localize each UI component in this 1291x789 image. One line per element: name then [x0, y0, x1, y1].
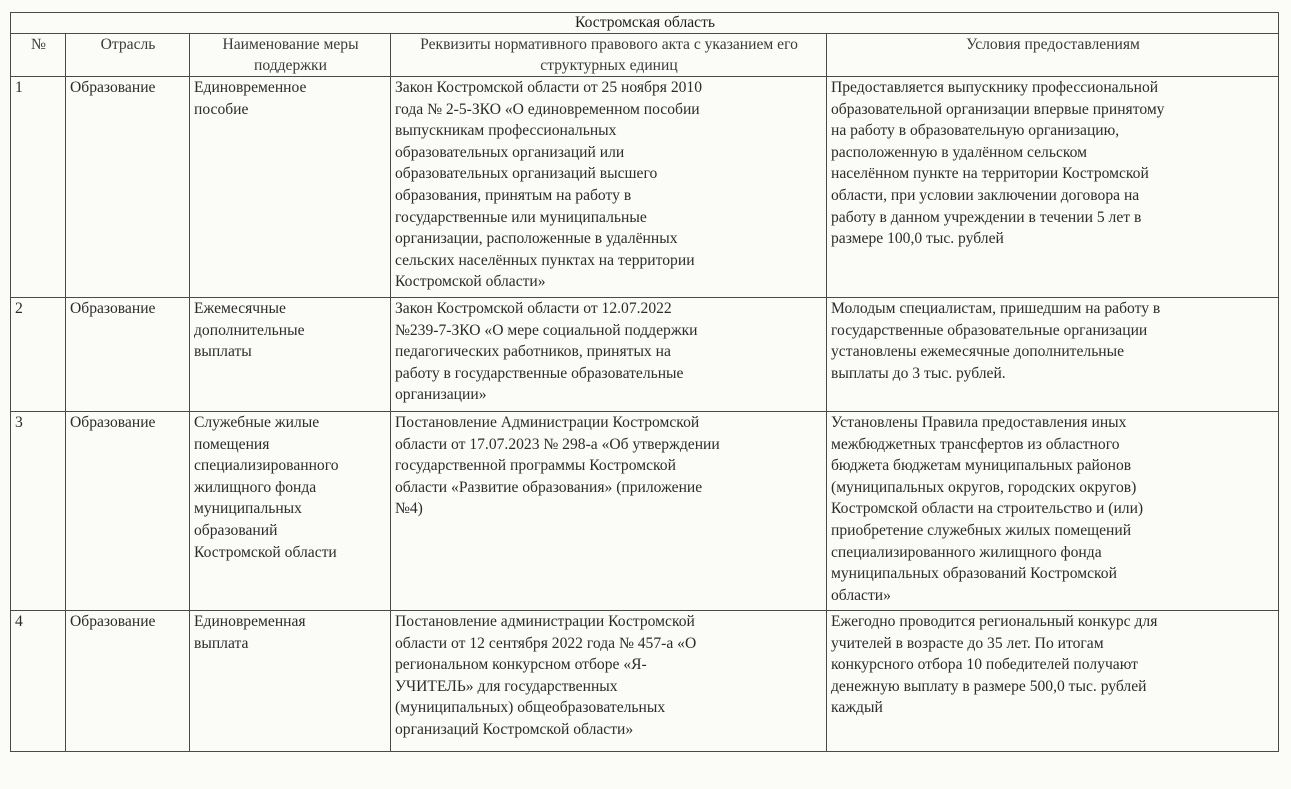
cell-act: Закон Костромской области от 12.07.2022 №239-7-ЗКО «О мере социальной поддержки педагогических работников, принятых на работу в государственные образовательные организации»: [391, 298, 827, 412]
cell-measure: Служебные жилые помещения специализированного жилищного фонда муниципальных образований Костромской области: [190, 412, 391, 611]
table-row: [11, 298, 1279, 412]
cell-conditions: Молодым специалистам, пришедшим на работу в государственные образовательные организации установлены ежемесячные дополнительные выплаты до 3 тыс. рублей.: [827, 298, 1279, 412]
cell-industry: Образование: [66, 77, 190, 298]
cell-num: 3: [11, 412, 66, 611]
region-title: Костромская область: [11, 13, 1279, 34]
region-header-row: [11, 13, 1279, 34]
cell-measure: Ежемесячные дополнительные выплаты: [190, 298, 391, 412]
support-measures-table: [10, 12, 1279, 752]
table-row: [11, 77, 1279, 298]
header-act: Реквизиты нормативного правового акта с указанием его структурных единиц: [391, 34, 827, 77]
header-conditions: Условия предоставлениям: [827, 34, 1279, 77]
cell-industry: Образование: [66, 298, 190, 412]
cell-act: Закон Костромской области от 25 ноября 2010 года № 2-5-ЗКО «О единовременном пособии выпускникам профессиональных образовательных организаций или образовательных организаций высшего образования, принятым на работу в государственные или муниципальные организации, расположенные в удалённых сельских населённых пунктах на территории Костромской области»: [391, 77, 827, 298]
cell-num: 2: [11, 298, 66, 412]
cell-measure: Единовременная выплата: [190, 611, 391, 752]
column-header-row: [11, 34, 1279, 77]
cell-industry: Образование: [66, 611, 190, 752]
header-measure: Наименование меры поддержки: [190, 34, 391, 77]
cell-num: 1: [11, 77, 66, 298]
table-row: [11, 412, 1279, 611]
cell-measure: Единовременное пособие: [190, 77, 391, 298]
header-num: №: [11, 34, 66, 77]
cell-num: 4: [11, 611, 66, 752]
cell-industry: Образование: [66, 412, 190, 611]
header-industry: Отрасль: [66, 34, 190, 77]
cell-conditions: Предоставляется выпускнику профессиональной образовательной организации впервые принятому на работу в образовательную организацию, расположенную в удалённом сельском населённом пункте на территории Костромской области, при условии заключении договора на работу в данном учреждении в течении 5 лет в размере 100,0 тыс. рублей: [827, 77, 1279, 298]
cell-conditions: Установлены Правила предоставления иных межбюджетных трансфертов из областного бюджета бюджетам муниципальных районов (муниципальных округов, городских округов) Костромской области на строительство и (или) приобретение служебных жилых помещений специализированного жилищного фонда муниципальных образований Костромской области»: [827, 412, 1279, 611]
cell-act: Постановление администрации Костромской области от 12 сентября 2022 года № 457-а «О региональном конкурсном отборе «Я- УЧИТЕЛЬ» для государственных (муниципальных) общеобразовательных организаций Костромской области»: [391, 611, 827, 752]
cell-conditions: Ежегодно проводится региональный конкурс для учителей в возрасте до 35 лет. По итогам конкурсного отбора 10 победителей получают денежную выплату в размере 500,0 тыс. рублей каждый: [827, 611, 1279, 752]
table-row: [11, 611, 1279, 752]
cell-act: Постановление Администрации Костромской области от 17.07.2023 № 298-а «Об утверждении государственной программы Костромской области «Развитие образования» (приложение №4): [391, 412, 827, 611]
